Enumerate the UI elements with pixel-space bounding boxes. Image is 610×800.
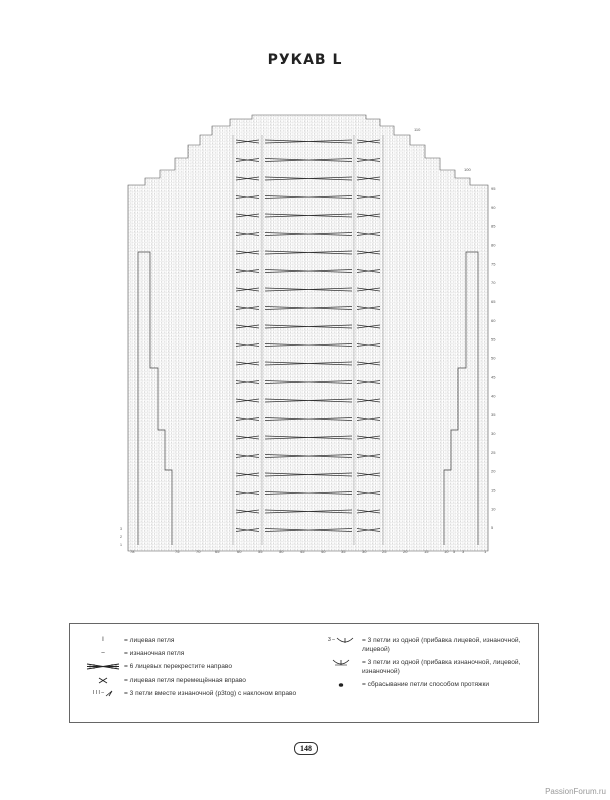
left-row-marks: [120, 527, 122, 547]
column-label: 25: [382, 549, 387, 554]
left-row-mark: 1: [120, 543, 122, 547]
legend-item: – = изнаночная петля: [82, 649, 317, 658]
column-label: 1: [484, 549, 487, 554]
row-label: 60: [491, 317, 496, 323]
purl-stitch-icon: –: [101, 650, 105, 657]
legend-item: 3 – = 3 петли из одной (прибавка лицевой, изнаночной, лицевой): [320, 636, 530, 654]
left-row-mark: 2: [120, 535, 122, 539]
watermark: PassionForum.ru: [545, 787, 606, 796]
legend-item: I = лицевая петля: [82, 636, 317, 645]
column-label: 45: [300, 549, 305, 554]
column-label: 75: [175, 549, 180, 554]
row-label: 45: [491, 374, 496, 380]
knit-stitch-icon: I: [102, 637, 104, 643]
row-label: 30: [491, 430, 496, 436]
legend-item: = 3 петли из одной (прибавка изнаночной, лицевой, изнаночной): [320, 658, 530, 676]
row-label: 15: [491, 487, 496, 493]
row-label: 55: [491, 336, 496, 342]
row-label: 110: [414, 127, 421, 132]
chart-title: РУКАВ L: [267, 52, 343, 68]
row-label: 85: [491, 223, 496, 229]
column-label: 10: [444, 549, 449, 554]
sleeve-grid: [128, 115, 488, 551]
row-label: 80: [491, 242, 496, 248]
row-label: 35: [491, 412, 496, 418]
bind-off-dot-icon: [320, 680, 362, 689]
column-label: 30: [362, 549, 367, 554]
increase-3-knit-icon: 3 –: [320, 636, 362, 645]
row-label: 50: [491, 355, 496, 361]
column-label: 60: [237, 549, 242, 554]
column-label: 50: [279, 549, 284, 554]
legend-item: = лицевая петля перемещённая вправо: [82, 676, 317, 685]
row-label: 75: [491, 261, 496, 267]
column-label: 55: [258, 549, 263, 554]
increase-3-purl-icon: [320, 658, 362, 667]
column-label: 40: [321, 549, 326, 554]
moved-knit-right-icon: [82, 676, 124, 685]
column-label: 5: [453, 549, 456, 554]
row-label: 10: [491, 506, 496, 512]
legend-left-column: [82, 636, 317, 702]
legend-right-column: [320, 636, 530, 694]
row-label: 100: [464, 167, 471, 172]
row-label: 5: [491, 525, 494, 531]
column-label: 15: [424, 549, 429, 554]
column-label: 65: [215, 549, 220, 554]
legend-item: = сбрасывание петли способом протяжки: [320, 680, 530, 689]
column-label: 3: [462, 549, 465, 554]
row-label: 90: [491, 204, 496, 210]
column-label: 78: [130, 549, 135, 554]
legend-box: [69, 623, 539, 723]
legend-item: = 6 лицевых перекрестите направо: [82, 662, 317, 671]
row-label: 40: [491, 393, 496, 399]
row-label: 95: [491, 186, 496, 191]
cable-6-right-icon: [82, 662, 124, 671]
column-label: 35: [341, 549, 346, 554]
page-number: 148: [294, 742, 318, 755]
column-label: 70: [196, 549, 201, 554]
row-label: 70: [491, 280, 496, 286]
p3tog-right-icon: I I I –: [82, 689, 124, 698]
row-label: 65: [491, 299, 496, 305]
row-label: 20: [491, 468, 496, 474]
row-label: 25: [491, 449, 496, 455]
legend-item: I I I – = 3 петли вместе изнаночной (p3tog) с наклоном вправо: [82, 689, 317, 698]
column-label: 20: [403, 549, 408, 554]
left-row-mark: 3: [120, 527, 122, 531]
